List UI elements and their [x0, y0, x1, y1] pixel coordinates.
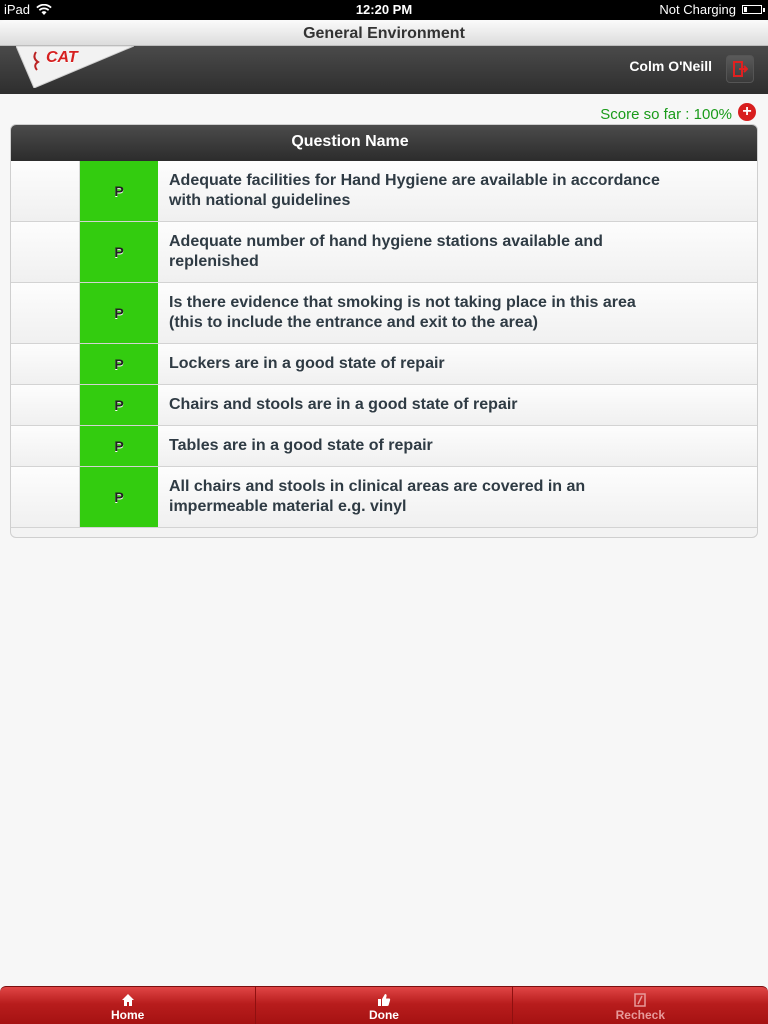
row-spacer — [11, 467, 79, 527]
table-row[interactable] — [11, 344, 757, 385]
page-title: General Environment — [0, 20, 768, 46]
table-row[interactable] — [11, 385, 757, 426]
done-tab[interactable] — [256, 987, 512, 1024]
row-spacer — [11, 344, 79, 384]
status-badge[interactable]: P — [79, 222, 158, 282]
logo-text: CAT — [46, 49, 78, 66]
row-spacer — [11, 426, 79, 466]
plus-circle-icon[interactable]: + — [738, 103, 756, 121]
thumbs-up-icon — [377, 992, 391, 1008]
score-row — [600, 100, 756, 123]
status-badge[interactable]: P — [79, 161, 158, 221]
logout-icon — [732, 61, 748, 77]
status-badge[interactable]: P — [79, 344, 158, 384]
question-text: Adequate number of hand hygiene stations available and replenished — [169, 233, 603, 270]
battery-icon — [742, 5, 762, 14]
question-text: Tables are in a good state of repair — [169, 437, 433, 454]
battery-status: Not Charging — [659, 2, 736, 17]
recheck-tab[interactable] — [513, 987, 768, 1024]
status-badge[interactable]: P — [79, 283, 158, 343]
recheck-tab-label: Recheck — [615, 1008, 665, 1022]
question-text: Chairs and stools are in a good state of repair — [169, 396, 518, 413]
bottom-tab-bar — [0, 986, 768, 1024]
status-bar — [0, 0, 768, 20]
row-spacer — [11, 222, 79, 282]
user-name: Colm O'Neill — [629, 58, 712, 74]
logout-button[interactable] — [726, 55, 754, 83]
row-spacer — [11, 161, 79, 221]
table-row[interactable] — [11, 222, 757, 283]
question-text: Is there evidence that smoking is not taking place in this area (this to include the entrance and exit to the area) — [169, 294, 636, 331]
score-label: Score so far : 100% — [600, 106, 732, 123]
table-header — [11, 125, 757, 161]
status-badge[interactable]: P — [79, 426, 158, 466]
column-header-question-name: Question Name — [291, 133, 409, 150]
status-badge[interactable]: P — [79, 385, 158, 425]
table-row[interactable] — [11, 161, 757, 222]
question-text: All chairs and stools in clinical areas are covered in an impermeable material e.g. vinyl — [169, 478, 586, 515]
table-row[interactable] — [11, 426, 757, 467]
table-row[interactable] — [11, 283, 757, 344]
status-time: 12:20 PM — [355, 2, 413, 17]
table-row[interactable] — [11, 467, 757, 528]
home-tab-label: Home — [110, 1008, 145, 1022]
recheck-icon — [633, 992, 647, 1008]
row-spacer — [11, 385, 79, 425]
done-tab-label: Done — [368, 1008, 399, 1022]
row-spacer — [11, 283, 79, 343]
question-text: Adequate facilities for Hand Hygiene are available in accordance with national guidelines — [169, 172, 660, 209]
home-icon — [121, 992, 135, 1008]
status-badge[interactable]: P — [79, 467, 158, 527]
home-tab[interactable] — [0, 987, 256, 1024]
question-table — [10, 124, 758, 538]
app-header — [0, 46, 768, 94]
question-text: Lockers are in a good state of repair — [169, 355, 445, 372]
device-label: iPad — [4, 2, 31, 17]
cat-logo — [16, 46, 134, 88]
